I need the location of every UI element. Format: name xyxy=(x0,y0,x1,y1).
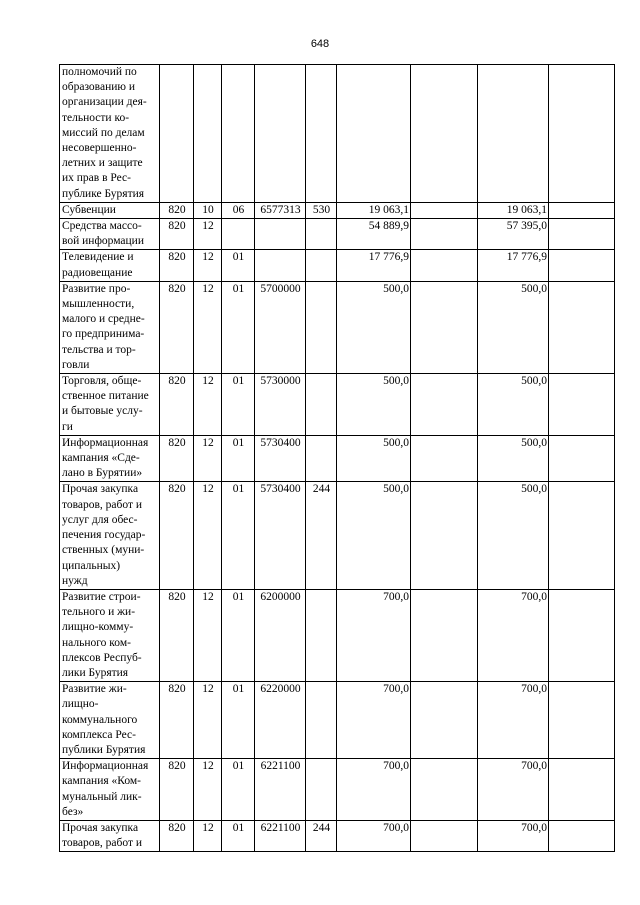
cell-amount-3: 500,0 xyxy=(478,435,549,482)
cell-subsection-code: 01 xyxy=(222,482,255,589)
table-row xyxy=(60,820,615,851)
item-name-line: несовершенно- xyxy=(62,142,137,155)
item-name-line: образованию и xyxy=(62,81,135,94)
cell-target-article: 5700000 xyxy=(255,281,306,373)
item-name-line: кампания «Сде- xyxy=(62,452,140,465)
cell-amount-3: 19 063,1 xyxy=(478,202,549,218)
cell-amount-2 xyxy=(411,250,478,281)
item-name-line: лики Бурятия xyxy=(62,666,129,679)
cell-item-name xyxy=(60,374,160,436)
cell-ministry-code: 820 xyxy=(160,219,194,250)
cell-section-code: 12 xyxy=(194,482,222,589)
cell-amount-1: 500,0 xyxy=(337,435,411,482)
cell-expense-type xyxy=(306,682,337,759)
item-name-line: радиовещание xyxy=(62,266,133,279)
cell-amount-2 xyxy=(411,281,478,373)
cell-item-name xyxy=(60,820,160,851)
cell-ministry-code: 820 xyxy=(160,820,194,851)
cell-target-article: 6221100 xyxy=(255,759,306,821)
cell-amount-3: 700,0 xyxy=(478,682,549,759)
cell-expense-type: 244 xyxy=(306,820,337,851)
cell-amount-2 xyxy=(411,219,478,250)
cell-amount-2 xyxy=(411,820,478,851)
item-name-line: лищно- xyxy=(62,698,99,711)
cell-subsection-code: 01 xyxy=(222,589,255,681)
cell-ministry-code: 820 xyxy=(160,435,194,482)
cell-expense-type xyxy=(306,589,337,681)
cell-section-code: 12 xyxy=(194,589,222,681)
cell-amount-1: 700,0 xyxy=(337,820,411,851)
cell-target-article: 6200000 xyxy=(255,589,306,681)
item-name-line: товаров, работ и xyxy=(62,498,143,511)
cell-section-code: 12 xyxy=(194,820,222,851)
item-name-line: летних и защите xyxy=(62,157,143,170)
cell-item-name xyxy=(60,219,160,250)
cell-subsection-code xyxy=(222,219,255,250)
item-name-line: без» xyxy=(62,805,84,818)
cell-amount-1: 17 776,9 xyxy=(337,250,411,281)
table-row xyxy=(60,682,615,759)
cell-amount-4 xyxy=(549,589,615,681)
cell-amount-1: 500,0 xyxy=(337,281,411,373)
item-name-line: публики Бурятия xyxy=(62,743,146,756)
cell-item-name xyxy=(60,202,160,218)
item-name-line: Развитие про- xyxy=(62,282,131,295)
item-name-line: Прочая закупка xyxy=(62,821,139,834)
item-name-line: миссий по делам xyxy=(62,126,145,139)
cell-ministry-code: 820 xyxy=(160,482,194,589)
cell-item-name xyxy=(60,435,160,482)
item-name-line: Торговля, обще- xyxy=(62,375,142,388)
cell-subsection-code: 06 xyxy=(222,202,255,218)
cell-section-code: 12 xyxy=(194,682,222,759)
cell-item-name xyxy=(60,250,160,281)
item-name-line: тельности ко- xyxy=(62,111,130,124)
cell-subsection-code xyxy=(222,65,255,203)
item-name-line: услуг для обес- xyxy=(62,513,138,526)
item-name-line: организации дея- xyxy=(62,96,147,109)
table-row xyxy=(60,250,615,281)
cell-target-article: 5730400 xyxy=(255,435,306,482)
item-name-line: мунальный лик- xyxy=(62,790,142,803)
item-name-line: коммунального xyxy=(62,713,138,726)
item-name-line: полномочий по xyxy=(62,66,137,78)
cell-target-article xyxy=(255,219,306,250)
item-name-line: малого и средне- xyxy=(62,313,145,326)
cell-subsection-code: 01 xyxy=(222,374,255,436)
cell-subsection-code: 01 xyxy=(222,759,255,821)
item-name-line: нужд xyxy=(62,574,88,587)
cell-amount-3 xyxy=(478,65,549,203)
cell-target-article: 6577313 xyxy=(255,202,306,218)
page-number: 648 xyxy=(310,38,330,50)
cell-ministry-code: 820 xyxy=(160,281,194,373)
cell-amount-4 xyxy=(549,281,615,373)
item-name-line: тельства и тор- xyxy=(62,343,136,356)
cell-amount-3: 57 395,0 xyxy=(478,219,549,250)
item-name-line: плексов Респуб- xyxy=(62,651,142,664)
cell-section-code: 12 xyxy=(194,250,222,281)
cell-item-name xyxy=(60,65,160,203)
cell-amount-1: 500,0 xyxy=(337,482,411,589)
item-name-line: Развитие жи- xyxy=(62,683,127,696)
cell-expense-type xyxy=(306,374,337,436)
cell-amount-3: 500,0 xyxy=(478,374,549,436)
cell-target-article: 5730000 xyxy=(255,374,306,436)
cell-amount-1: 54 889,9 xyxy=(337,219,411,250)
cell-expense-type xyxy=(306,65,337,203)
item-name-line: Прочая закупка xyxy=(62,483,139,496)
cell-target-article: 6221100 xyxy=(255,820,306,851)
cell-amount-1: 700,0 xyxy=(337,589,411,681)
cell-subsection-code: 01 xyxy=(222,250,255,281)
cell-subsection-code: 01 xyxy=(222,682,255,759)
item-name-line: товаров, работ и xyxy=(62,837,143,850)
cell-amount-4 xyxy=(549,374,615,436)
item-name-line: го предпринима- xyxy=(62,328,145,341)
table-row xyxy=(60,589,615,681)
cell-item-name xyxy=(60,589,160,681)
cell-amount-3: 500,0 xyxy=(478,482,549,589)
cell-amount-4 xyxy=(549,820,615,851)
item-name-line: Средства массо- xyxy=(62,220,142,233)
cell-section-code: 12 xyxy=(194,374,222,436)
item-name-line: Информационная xyxy=(62,436,149,449)
cell-item-name xyxy=(60,682,160,759)
cell-expense-type xyxy=(306,435,337,482)
cell-section-code: 12 xyxy=(194,281,222,373)
cell-amount-2 xyxy=(411,759,478,821)
cell-expense-type xyxy=(306,219,337,250)
cell-ministry-code xyxy=(160,65,194,203)
item-name-line: говли xyxy=(62,358,90,371)
cell-amount-4 xyxy=(549,219,615,250)
cell-amount-2 xyxy=(411,202,478,218)
cell-amount-2 xyxy=(411,682,478,759)
item-name-line: Субвенции xyxy=(62,203,116,216)
cell-amount-2 xyxy=(411,589,478,681)
cell-amount-3: 700,0 xyxy=(478,589,549,681)
cell-section-code: 10 xyxy=(194,202,222,218)
cell-expense-type xyxy=(306,250,337,281)
table-row xyxy=(60,281,615,373)
item-name-line: тельного и жи- xyxy=(62,606,136,619)
item-name-line: Телевидение и xyxy=(62,251,134,264)
cell-item-name xyxy=(60,759,160,821)
cell-ministry-code: 820 xyxy=(160,250,194,281)
cell-amount-3: 700,0 xyxy=(478,759,549,821)
cell-section-code: 12 xyxy=(194,435,222,482)
item-name-line: публике Бурятия xyxy=(62,187,145,200)
cell-ministry-code: 820 xyxy=(160,759,194,821)
cell-amount-1 xyxy=(337,65,411,203)
item-name-line: кампания «Ком- xyxy=(62,775,142,788)
item-name-line: печения государ- xyxy=(62,529,146,542)
table-row xyxy=(60,759,615,821)
cell-subsection-code: 01 xyxy=(222,281,255,373)
cell-section-code xyxy=(194,65,222,203)
item-name-line: их прав в Рес- xyxy=(62,172,131,185)
table-row xyxy=(60,219,615,250)
cell-amount-3: 700,0 xyxy=(478,820,549,851)
cell-amount-4 xyxy=(549,250,615,281)
cell-amount-3: 17 776,9 xyxy=(478,250,549,281)
cell-expense-type xyxy=(306,759,337,821)
cell-amount-4 xyxy=(549,682,615,759)
cell-amount-4 xyxy=(549,202,615,218)
cell-amount-1: 700,0 xyxy=(337,682,411,759)
cell-target-article xyxy=(255,250,306,281)
cell-target-article: 6220000 xyxy=(255,682,306,759)
item-name-line: и бытовые услу- xyxy=(62,405,143,418)
cell-expense-type: 244 xyxy=(306,482,337,589)
cell-amount-1: 19 063,1 xyxy=(337,202,411,218)
cell-amount-2 xyxy=(411,374,478,436)
cell-subsection-code: 01 xyxy=(222,435,255,482)
item-name-line: Развитие строи- xyxy=(62,590,141,603)
cell-subsection-code: 01 xyxy=(222,820,255,851)
cell-amount-4 xyxy=(549,435,615,482)
cell-amount-1: 700,0 xyxy=(337,759,411,821)
cell-amount-4 xyxy=(549,482,615,589)
item-name-line: лищно-комму- xyxy=(62,621,134,634)
cell-amount-2 xyxy=(411,482,478,589)
table-row xyxy=(60,435,615,482)
item-name-line: лано в Бурятии» xyxy=(62,467,143,480)
item-name-line: ги xyxy=(62,420,73,433)
item-name-line: нального ком- xyxy=(62,636,131,649)
cell-target-article xyxy=(255,65,306,203)
table-body xyxy=(60,65,615,852)
item-name-line: вой информации xyxy=(62,235,144,248)
cell-amount-2 xyxy=(411,65,478,203)
cell-amount-4 xyxy=(549,759,615,821)
item-name-line: мышленности, xyxy=(62,298,135,311)
cell-ministry-code: 820 xyxy=(160,374,194,436)
cell-amount-2 xyxy=(411,435,478,482)
budget-table xyxy=(59,64,615,852)
table-row xyxy=(60,374,615,436)
cell-amount-1: 500,0 xyxy=(337,374,411,436)
cell-ministry-code: 820 xyxy=(160,202,194,218)
cell-item-name xyxy=(60,482,160,589)
item-name-line: ципальных) xyxy=(62,559,121,572)
cell-section-code: 12 xyxy=(194,759,222,821)
cell-item-name xyxy=(60,281,160,373)
cell-target-article: 5730400 xyxy=(255,482,306,589)
cell-expense-type xyxy=(306,281,337,373)
table-row xyxy=(60,65,615,203)
table-row xyxy=(60,482,615,589)
cell-amount-3: 500,0 xyxy=(478,281,549,373)
table-row xyxy=(60,202,615,218)
item-name-line: комплекса Рес- xyxy=(62,728,136,741)
cell-ministry-code: 820 xyxy=(160,589,194,681)
cell-expense-type: 530 xyxy=(306,202,337,218)
cell-ministry-code: 820 xyxy=(160,682,194,759)
cell-section-code: 12 xyxy=(194,219,222,250)
item-name-line: Информационная xyxy=(62,760,149,773)
cell-amount-4 xyxy=(549,65,615,203)
item-name-line: ственных (муни- xyxy=(62,544,145,557)
item-name-line: ственное питание xyxy=(62,390,149,403)
